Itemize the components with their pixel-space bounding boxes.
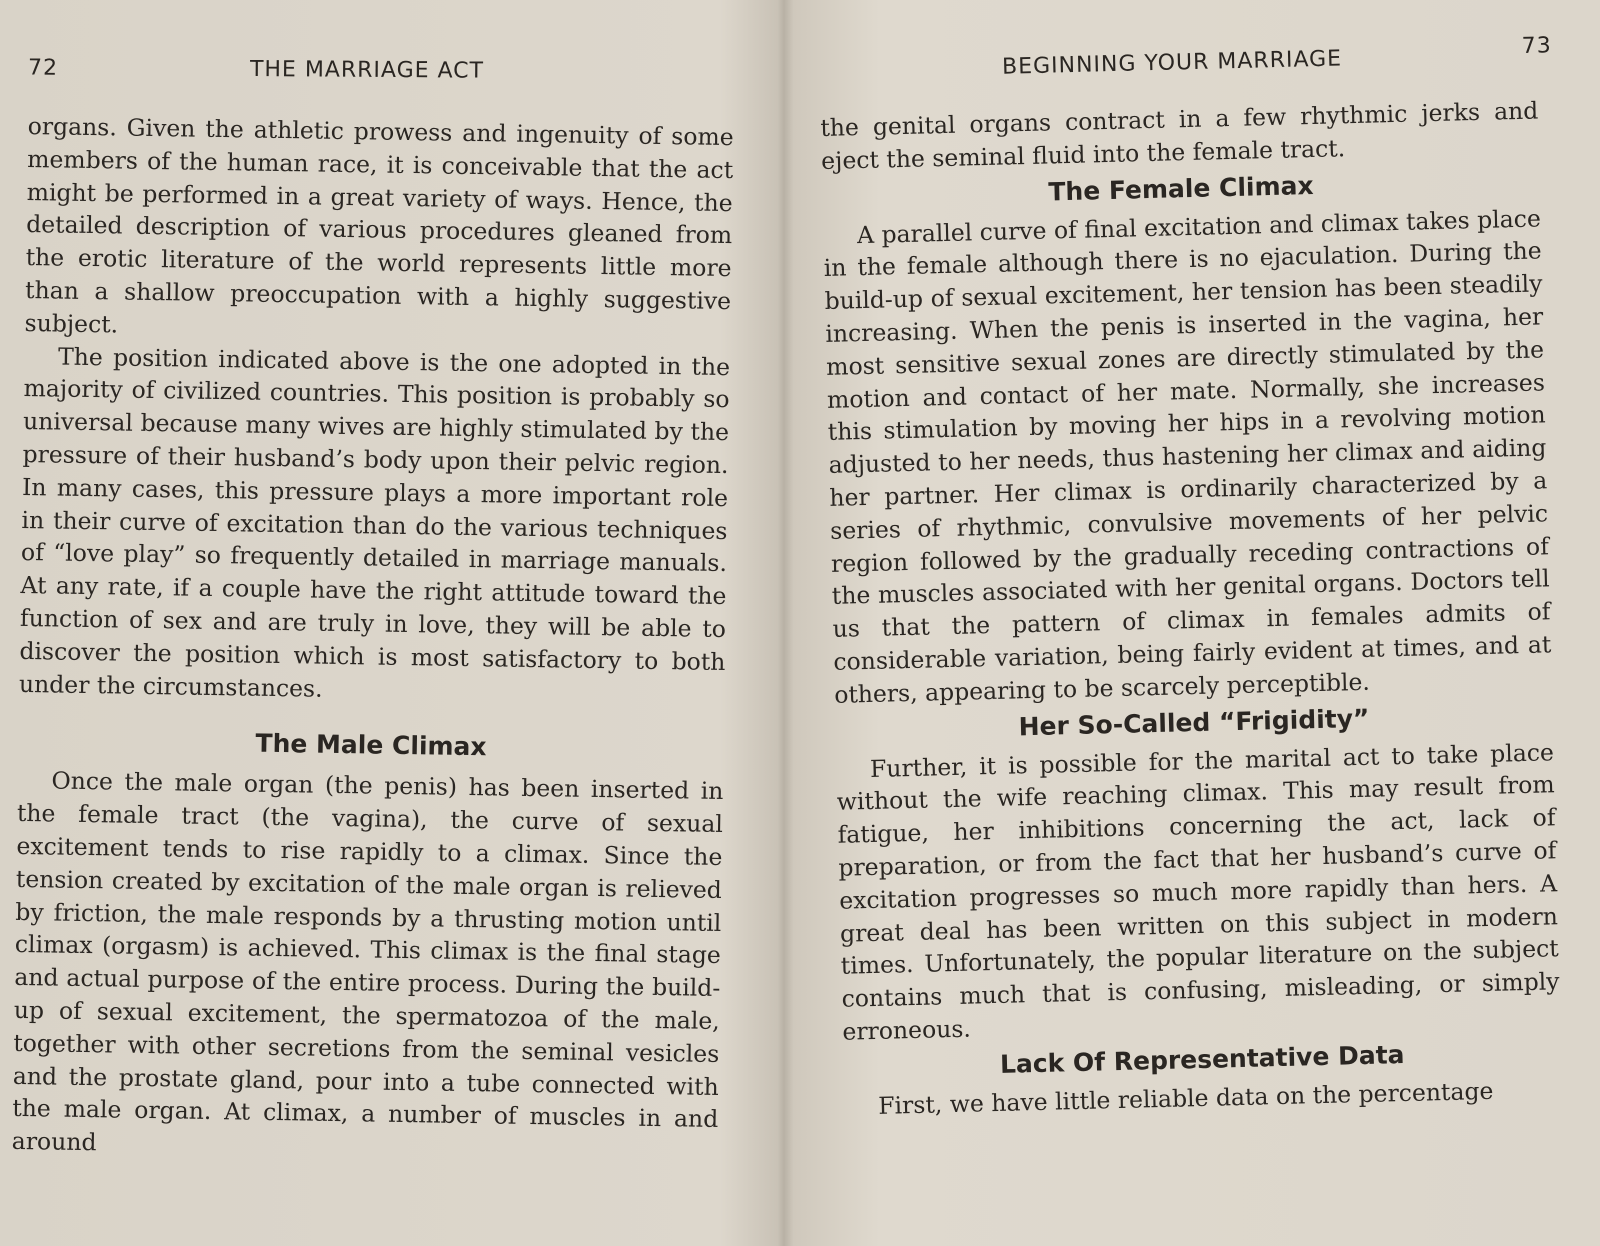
- section-heading-representative-data: Lack Of Representative Data: [999, 1039, 1405, 1079]
- paragraph: Once the male organ (the penis) has been inserted in the female tract (the vagina), the curve of sexual excitement tends to rise rapidly to a climax. Since the tension created by excitation of the male organ is relieved by friction, the male responds by a thrusting motion until climax (orgasm) is achieved. This climax is the final stage and actual purpose of the entire process. During the build-up of sexual excitement, the spermatozoa of the male, together with other secretions from the seminal vesicles and the prostate gland, pour into a tube connected with the male organ. At climax, a number of muscles in and around: [11, 766, 724, 1157]
- paragraph: Further, it is possible for the marital act to take place without the wife reaching climax. This may result from fatigue, her inhibitions concerning the act, lack of preparation, or from the fact that her husband’s curve of excitation progresses so much more rapidly than hers. A great deal has been written on this subject in modern times. Unfortunately, the popular literature on the subject contains much that is confusing, misleading, or simply erroneous.: [836, 737, 1560, 1046]
- section-heading-frigidity: Her So-Called “Frigidity”: [1018, 703, 1370, 741]
- page-number: 73: [1521, 33, 1553, 60]
- right-text-block: [820, 94, 1562, 1123]
- paragraph: First, we have little reliable data on the percentage: [877, 1076, 1494, 1120]
- paragraph: organs. Given the athletic prowess and ingenuity of some members of the human race, it is conceivable that the act might be performed in a great variety of ways. Hence, the detailed description of various procedures gleaned from the erotic literature of the world represents little more than a shallow preoccupation with a highly suggestive subject.: [24, 111, 734, 339]
- paragraph: The position indicated above is the one adopted in the majority of civilized countries. This position is probably so universal because many wives are highly stimulated by the pressure of their husband’s body upon their pelvic region. In many cases, this pressure plays a more important role in their curve of excitation than do the various techniques of “love play” so frequently detailed in marriage manuals. At any rate, if a couple have the right attitude toward the function of sex and are truly in love, they will be able to discover the position which is most satisfactory to both under the circumstances.: [18, 342, 731, 703]
- left-running-head: [0, 45, 780, 90]
- paragraph: A parallel curve of final excitation and climax takes place in the female although there is no ejaculation. During the build-up of sexual excitement, her tension has been steadily increasing. When the penis is inserted in the vagina, her most sensitive sexual zones are directly stimulated by the motion and contact of her mate. Normally, she increases this stimulation by moving her hips in a revolving motion adjusted to her needs, thus hastening her climax and aiding her partner. Her climax is ordinarily characterized by a series of rhythmic, convulsive movements of her pelvic region followed by the gradually receding contractions of the muscles associated with her genital organs. Doctors tell us that the pattern of climax in females admits of considerable variation, being fairly evident at times, and at others, appearing to be scarcely perceptible.: [823, 204, 1552, 709]
- paragraph: the genital organs contract in a few rhythmic jerks and eject the seminal fluid into the female tract.: [820, 96, 1539, 175]
- left-text-block: [12, 110, 734, 1169]
- left-page: [0, 0, 780, 1246]
- right-page: [790, 0, 1600, 1246]
- right-running-head: [790, 32, 1600, 92]
- running-head-title: THE MARRIAGE ACT: [249, 57, 485, 84]
- section-heading-female-climax: The Female Climax: [1048, 170, 1314, 207]
- page-number: 72: [27, 55, 59, 81]
- section-heading-male-climax: The Male Climax: [255, 728, 487, 762]
- running-head-title: BEGINNING YOUR MARRIAGE: [1001, 46, 1343, 80]
